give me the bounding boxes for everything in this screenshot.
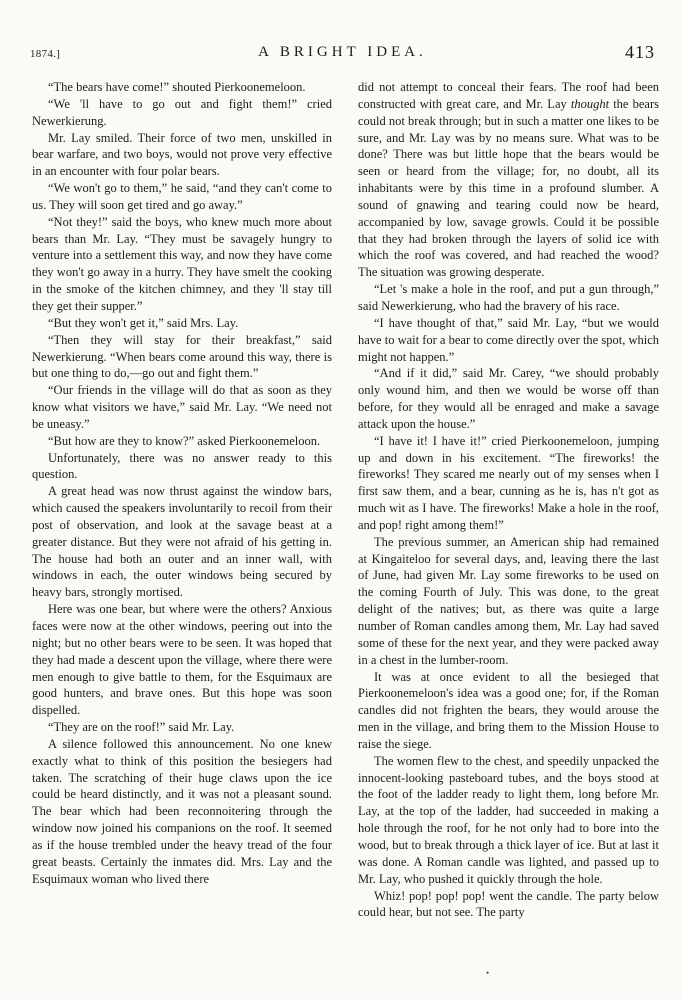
paragraph: “But they won't get it,” said Mrs. Lay.	[48, 315, 239, 330]
paragraph: It was at once evident to all the besieged that Pierkoonemeloon's idea was a good one; for, if the Roman candles did not frighten the bears, they would arouse the men in the village, and bring them to the Mission House to raise the siege.	[358, 669, 659, 751]
italic-word: thought	[570, 96, 610, 111]
paragraph: “I have it! I have it!” cried Pierkoonemeloon, jumping up and down in his excitement. “The fireworks! the fireworks! They scared me nearly out of my senses when I first saw them, and a bear, cunning as he is, has n't got as much wit as I have. The fireworks! Make a hole in the roof, and pop! right among them!”	[358, 433, 659, 532]
paragraph: “Not they!” said the boys, who knew much more about bears than Mr. Lay. “They must be savagely hungry to venture into a settlement this way, and now they have come they won't go away in a hurry. They have smelt the cooking in the smoke of the kitchen chimney, and they 'll stay till they get their supper.”	[32, 214, 332, 313]
paragraph: “And if it did,” said Mr. Carey, “we should probably only wound him, and then we would be worse off than before, for they would all be enraged and make a savage attack upon the house.”	[358, 366, 659, 431]
paragraph: Whiz! pop! pop! pop! went the candle. The party below could hear, but not see. The party	[358, 888, 659, 920]
running-header	[30, 42, 655, 66]
paragraph: “They are on the roof!” said Mr. Lay.	[48, 720, 235, 735]
header-title: A BRIGHT IDEA.	[258, 44, 427, 60]
paragraph: The women flew to the chest, and speedily unpacked the innocent-looking pasteboard tubes, and the boys stood at the foot of the ladder ready to light them, long before Mr. Lay, at the top of the ladder, had succeeded in making a hole through the roof, for he not only had to bore into the wood, but to break through a thick layer of ice. But at last it was done. A Roman candle was lighted, and passed up to Mr. Lay, who pushed it quickly through the hole.	[358, 753, 659, 886]
paragraph: “I have thought of that,” said Mr. Lay, “but we would have to wait for a bear to come directly over the spot, which might not happen.”	[358, 315, 659, 364]
paragraph: “Let 's make a hole in the roof, and put a gun through,” said Newerkierung, who had the bravery of his race.	[358, 282, 659, 313]
paragraph: “We won't go to them,” he said, “and they can't come to us. They will soon get tired and go away.”	[32, 181, 332, 212]
paragraph: Unfortunately, there was no answer ready to this question.	[32, 450, 332, 482]
paragraph: The previous summer, an American ship had remained at Kingaiteloo for several days, and, leaving there the last of June, had given Mr. Lay some fireworks to be used on the coming Fourth of July. This was done, to the great delight of the natives; but, as there was quite a large number of Roman candles among them, Mr. Lay had saved some of these for the next year, and they were packed away in a chest in the lumber-room.	[358, 534, 659, 667]
right-column	[358, 79, 659, 921]
paragraph: Mr. Lay smiled. Their force of two men, unskilled in bear warfare, and two boys, would not prove very effective in an encounter with four polar bears.	[32, 130, 332, 179]
paragraph-text: the bears could not break through; but in such a matter one likes to be sure, and Mr. Lay was by no means sure. What was to be done? There was but little hope that the bears would be seen or heard from the village; for, no doubt, all its inhabitants were by this time in a profound slumber. A sound of gnawing and tearing could now be heard, accompanied by low, savage growls. Could it be possible that they had broken through the layers of solid ice with which the roof was covered, and had reached the wood? The situation was growing desperate.	[358, 96, 659, 280]
page-speck: •	[486, 968, 490, 978]
paragraph: A great head was now thrust against the window bars, which caused the speakers involuntarily to recoil from their post of observation, and look at the savage beast at a greater distance. But they were not afraid of his getting in. The house had both an outer and an inner wall, with windows in each, the outer windows being secured by heavy bars, strongly mortised.	[32, 484, 332, 600]
page-number: 413	[625, 42, 655, 62]
paragraph: “Our friends in the village will do that as soon as they know what visitors we have,” said Mr. Lay. “We need not be uneasy.”	[32, 383, 332, 431]
paragraph: Here was one bear, but where were the others? Anxious faces were now at the other windows, peering out into the night; but no other bears were to be seen. It was hoped that they had made a descent upon the village, where there were men enough to give battle to them, for the Esquimaux are good hunters, and brave ones. But this hope was soon dispelled.	[32, 602, 332, 718]
header-year: 1874.]	[30, 48, 61, 60]
paragraph: “We 'll have to go out and fight them!” cried Newerkierung.	[32, 96, 332, 128]
left-column	[32, 79, 332, 888]
paragraph: “Then they will stay for their breakfast,” said Newerkierung. “When bears come around this way, there is but one thing to do,—go out and fight them.”	[32, 332, 332, 381]
continued-paragraph	[358, 79, 659, 281]
paragraph: A silence followed this announcement. No one knew exactly what to think of this position the besiegers had taken. The scratching of their huge claws upon the ice could be heard distinctly, and it was not a pleasant sound. The bear which had been reconnoitering through the window now joined his companions on the roof. It seemed as if the house trembled under the heavy tread of the four great beasts. Certainly the inmates did. Mrs. Lay and the Esquimaux woman who lived there	[32, 736, 332, 886]
paragraph-text: did not attempt to conceal their fears. The roof had been constructed with great care, and Mr. Lay	[358, 80, 659, 111]
paragraph: “The bears have come!” shouted Pierkoonemeloon.	[48, 80, 306, 94]
paragraph: “But how are they to know?” asked Pierkoonemeloon.	[48, 433, 321, 448]
